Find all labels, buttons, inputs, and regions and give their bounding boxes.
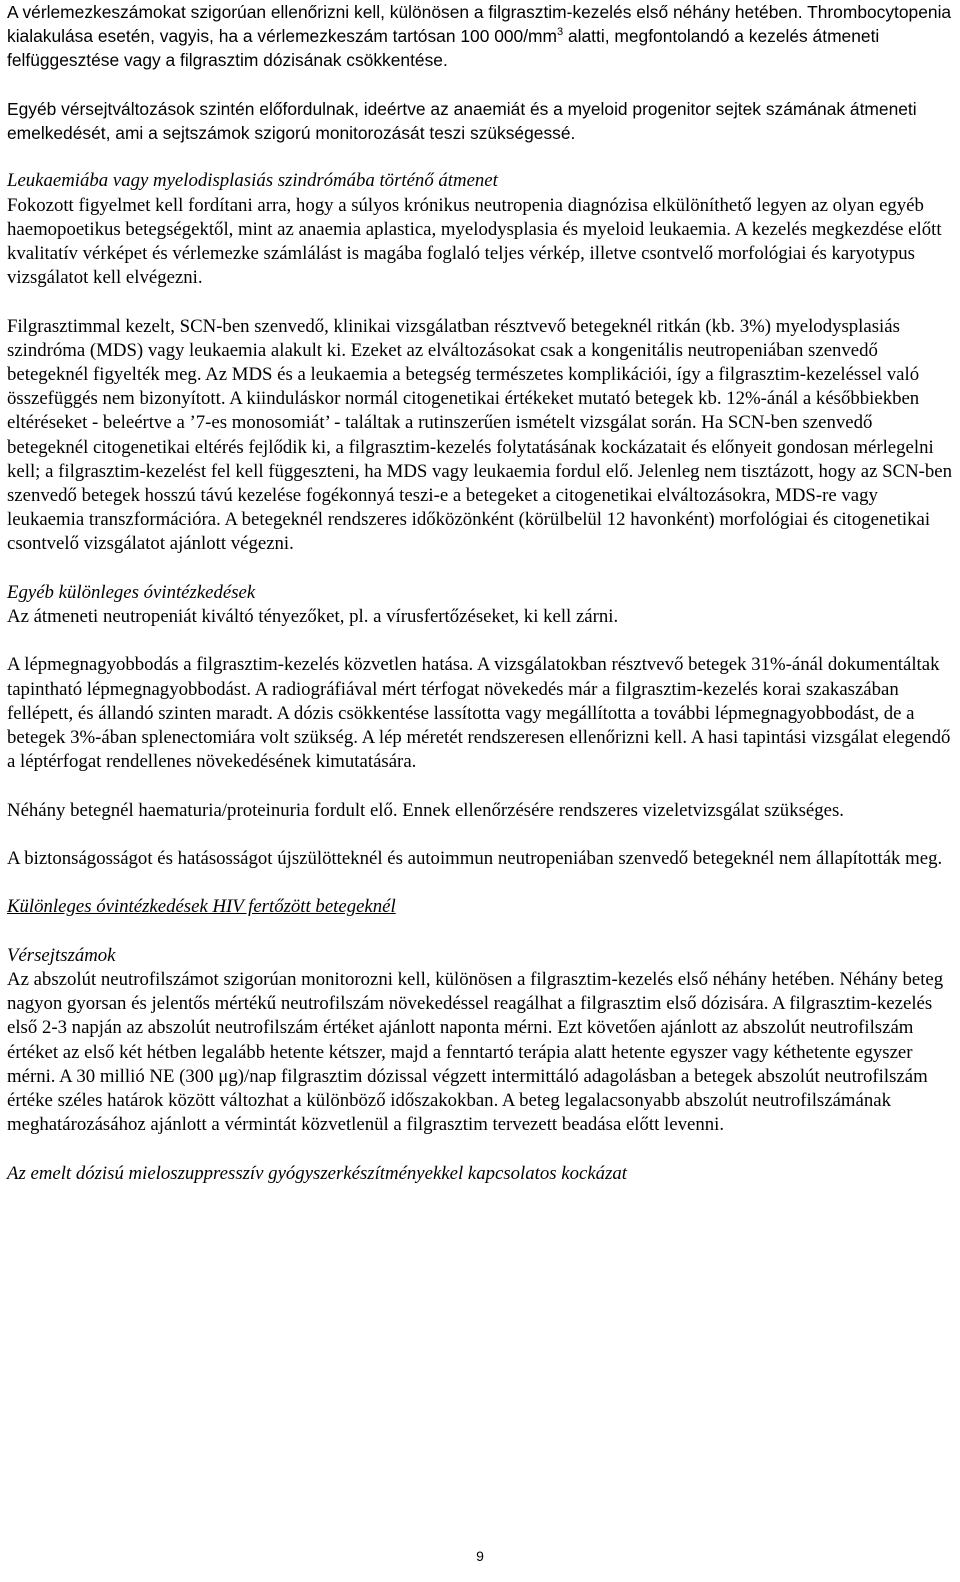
paragraph-transient-neutropenia: Az átmeneti neutropeniát kiváltó tényezőket, pl. a vírusfertőzéseket, ki kell zárni. xyxy=(7,606,619,628)
platelet-text-part1: A vérlemezkeszámokat szigorúan ellenőrizni kell, különösen a filgrasztim-kezelés első néhány hetében. Thrombocytopenia kialakulása esetén, vagyis, ha a vérlemezkeszám tartósan 100 000/mm xyxy=(7,2,952,47)
platelet-text-part2: alatti, megfontolandó a kezelés átmeneti felfüggesztése vagy a filgrasztim dózisának csökkentése. xyxy=(7,26,880,71)
paragraph-neutrophil-monitoring: Az abszolút neutrofilszámot szigorúan monitorozni kell, különösen a filgrasztim-kezelés első néhány hetében. Néhány beteg nagyon gyorsan és jelentős mértékű neutrofilszám növekedéssel reagálhat a filgrasztim első dózisára. A filgrasztim-kezelés első 2-3 napján az abszolút neutrofilszám értéket ajánlott naponta mérni. Ezt követően ajánlott az abszolút neutrofilszám értéket az első két hétben legalább hetente kétszer, majd a fenntartó terápia alatt hetente egyszer vagy kéthetente egyszer mérni. A 30 millió NE (300 μg)/nap filgrasztim dózissal végzett intermittáló adagolásban a betegek abszolút neutrofilszám értéke széles határok között változhat a különböző időszakokban. A beteg legalacsonyabb abszolút neutrofilszámának meghatározásához ajánlott a vérmintát közvetlenül a filgrasztim tervezett beadása előtt levenni. xyxy=(7,968,944,1136)
heading-hiv-precautions: Különleges óvintézkedések HIV fertőzött betegeknél xyxy=(7,896,396,918)
paragraph-splenomegaly: A lépmegnagyobbodás a filgrasztim-kezelés közvetlen hatása. A vizsgálatokban résztvevő betegek 31%-ánál dokumentáltak tapintható lépmegnagyobbodást. A radiográfiával mért térfogat növekedés már a filgrasztim-kezelés korai szakaszában fellépett, és állandó szinten maradt. A dózis csökkentése lassította vagy megállította a további lépmegnagyobbodást, de a betegek 3%-ában splenectomiára volt szükség. A lép méretét rendszeresen ellenőrizni kell. A hasi tapintási vizsgálat elegendő a léptérfogat rendellenes növekedésének kimutatására. xyxy=(7,654,951,773)
heading-blood-cell-counts: Vérsejtszámok xyxy=(7,944,116,966)
paragraph-safety-newborns: A biztonságosságot és hatásosságot újszülötteknél és autoimmun neutropeniában szenvedő betegeknél nem állapították meg. xyxy=(7,848,943,869)
heading-myelosuppressive-risk: Az emelt dózisú mieloszuppresszív gyógyszerkészítményekkel kapcsolatos kockázat xyxy=(7,1162,627,1184)
paragraph-differential-diagnosis: Fokozott figyelmet kell fordítani arra, hogy a súlyos krónikus neutropenia diagnózisa elkülöníthető legyen az olyan egyéb haemopoetikus betegségektől, mint az anaemia aplastica, myelodysplasia és myeloid leukaemia. A kezelés megkezdése előtt kvalitatív vérképet és vérlemezke számlálást is magába foglaló teljes vérkép, illetve csontvelő morfológiai és karyotypus vizsgálatot kell elvégezni. xyxy=(7,194,942,289)
paragraph-mds-leukaemia: Filgrasztimmal kezelt, SCN-ben szenvedő, klinikai vizsgálatban résztvevő betegeknél ritkán (kb. 3%) myelodysplasiás szindróma (MDS) vagy leukaemia alakult ki. Ezeket az elváltozásokat csak a kongenitális neutropeniában szenvedő betegeknél figyelték meg. Az MDS és a leukaemia a betegség természetes komplikációi, így a filgrasztim-kezeléssel való összefüggés nem bizonyított. A kiinduláskor normál citogenetikai értékeket mutató betegek kb. 12%-ánál a későbbiekben eltéréseket - beleértve a ’7-es monosomiát’ - találtak a rutinszerűen ismételt vizsgálat során. Ha SCN-ben szenvedő betegeknél citogenetikai eltérés fejlődik ki, a filgrasztim-kezelés folytatásának kockázatait és előnyeit gondosan mérlegelni kell; a filgrasztim-kezelést fel kell függeszteni, ha MDS vagy leukaemia fordul elő. Jelenleg nem tisztázott, hogy az SCN-ben szenvedő betegek hosszú távú kezelése fogékonnyá teszi-e a betegeket a citogenetikai elváltozásokra, MDS-re vagy leukaemia transzformációra. A betegeknél rendszeres időközönként (körülbelül 12 havonként) morfológiai és citogenetikai csontvelő vizsgálatot ajánlott végezni. xyxy=(7,315,953,555)
page-number: 9 xyxy=(476,1548,484,1564)
superscript-3: 3 xyxy=(557,26,564,39)
document-page xyxy=(7,0,953,1186)
heading-other-precautions: Egyéb különleges óvintézkedések xyxy=(7,581,256,603)
paragraph-other-blood-changes: Egyéb vérsejtváltozások szintén előfordulnak, ideértve az anaemiát és a myeloid progenitor sejtek számának átmeneti emelkedését, ami a sejtszámok szigorú monitorozását teszi szükségessé. xyxy=(7,98,917,143)
paragraph-haematuria: Néhány betegnél haematuria/proteinuria fordult elő. Ennek ellenőrzésére rendszeres vizeletvizsgálat szükséges. xyxy=(7,799,844,821)
heading-leukaemia-transition: Leukaemiába vagy myelodisplasiás szindrómába történő átmenet xyxy=(7,170,498,192)
paragraph-platelet-monitoring xyxy=(7,0,953,73)
